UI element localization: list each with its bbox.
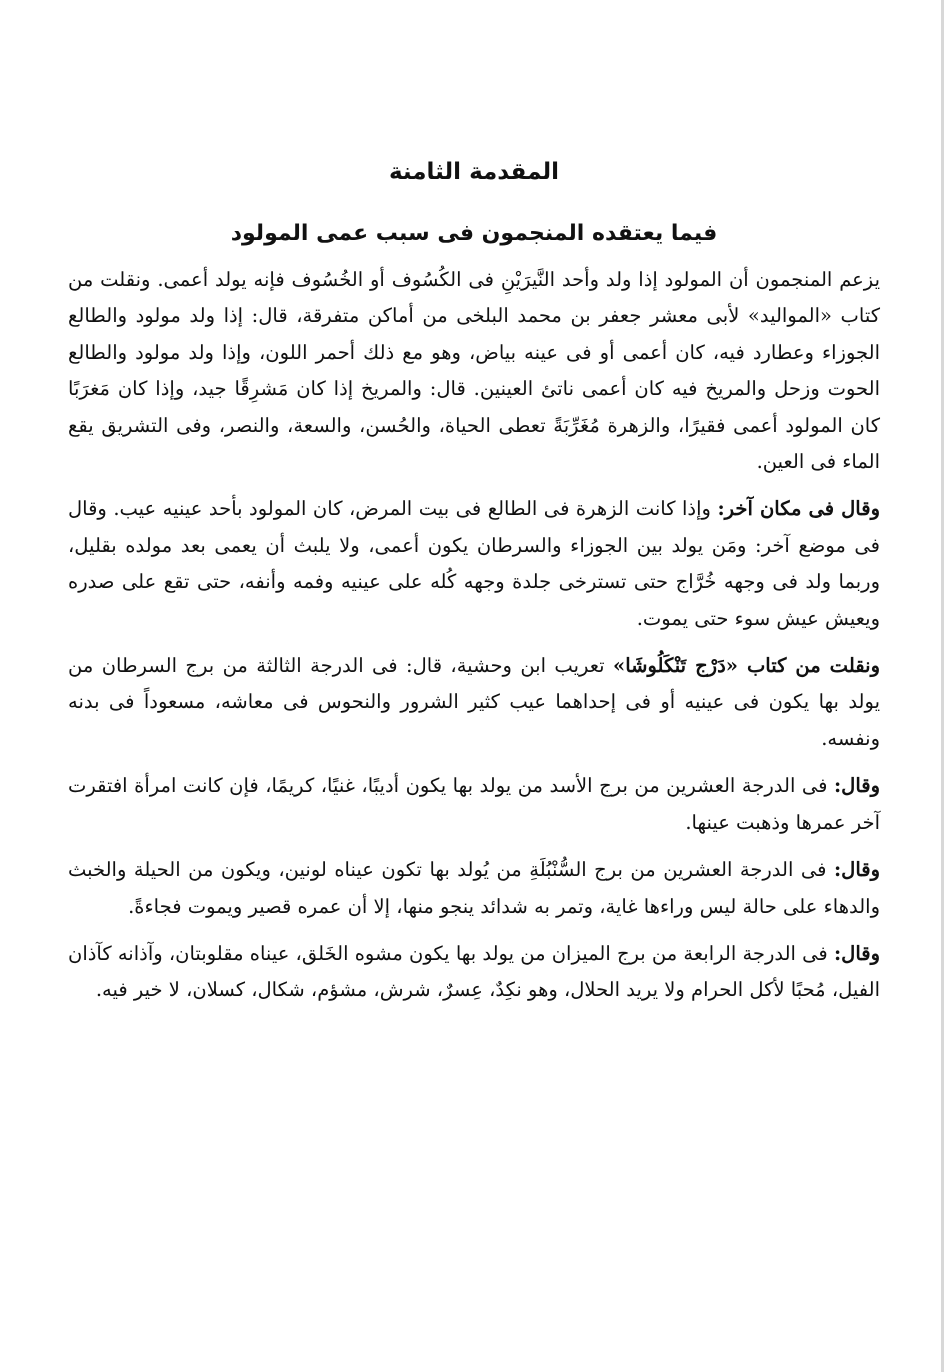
paragraph-4 xyxy=(68,768,880,841)
paragraph-6 xyxy=(68,936,880,1009)
paragraph-lead: وقال: xyxy=(833,941,880,965)
chapter-title: المقدمة الثامنة xyxy=(388,159,560,185)
paragraph-text: فى الدرجة العشرين من برج السُّنْبُلَةِ من يُولد بها تكون عيناه لونين، ويكون من الحيلة والخبث والدهاء على حالة ليس وراءها غاية، وتمر به شدائد ينجو منها، إلا أن عمره قصير ويموت فجاءةً. xyxy=(68,858,880,918)
paragraph-lead: وقال: xyxy=(833,774,880,798)
paragraph-lead: وقال فى مكان آخر: xyxy=(717,497,880,521)
paragraph-5 xyxy=(68,852,880,925)
paragraph-text: فى الدرجة العشرين من برج الأسد من يولد بها يكون أديبًا، غنيًا، كريمًا، فإن كانت امرأة افتقرت آخر عمرها وذهبت عينها. xyxy=(68,774,880,834)
paragraph-text: تعريب ابن وحشية، قال: فى الدرجة الثالثة من برج السرطان من يولد بها يكون فى عينيه أو فى إحداهما عيب كثير الشرور والنحوس فى معاشه، مسعوداً فى بدنه ونفسه. xyxy=(68,654,880,750)
page-content xyxy=(68,150,880,1020)
paragraph-text: وإذا كانت الزهرة فى الطالع فى بيت المرض، كان المولود بأحد عينيه عيب. وقال فى موضع آخر: ومَن يولد بين الجوزاء والسرطان يكون أعمى، ولا يلبث أن يعمى بعد مولده بقليل، وربما ولد فى وجهه خُرَّاج حتى تسترخى جلدة وجهه كُله على عينيه وفمه وأنفه، حتى تقع على صدره ويعيش عيش سوء حتى يموت. xyxy=(68,497,880,630)
paragraph-3 xyxy=(68,648,880,757)
paragraph-lead: وقال: xyxy=(833,858,880,882)
paragraph-text: فى الدرجة الرابعة من برج الميزان من يولد بها يكون مشوه الخَلق، عيناه مقلوبتان، وآذانه كآذان الفيل، مُحبًا لأكل الحرام ولا يريد الحلال، وهو نكِدٌ، عِسرٌ، شرش، مشؤم، شكال، كسلان، لا خير فيه. xyxy=(68,941,880,1002)
paragraph-1 xyxy=(68,262,880,480)
paragraph-2 xyxy=(68,491,880,637)
chapter-subtitle: فيما يعتقده المنجمون فى سبب عمى المولود xyxy=(230,221,718,246)
paragraph-lead: ونقلت من كتاب «دَرْج تَنْكَلُوشَا» xyxy=(613,654,880,678)
paragraph-text: يزعم المنجمون أن المولود إذا ولد وأحد النَّيرَيْنِ فى الكُسُوف أو الخُسُوف فإنه يولد أعمى. ونقلت من كتاب «المواليد» لأبى معشر جعفر بن محمد البلخى من أماكن متفرقة، قال: إذا ولد مولود والطالع الجوزاء وعطارد فيه، كان أعمى أو فى عينه بياض، وهو مع ذلك أحمر اللون، وإذا ولد مولود والطالع الحوت وزحل والمريخ فيه كان أعمى ناتئ العينين. قال: والمريخ إذا كان مَشرِقًا جيد، وإذا كان مَغرَبًا كان المولود أعمى فقيرًا، والزهرة مُغَرِّبَةً تعطى الحياة، والحُسن، والسعة، والنصر، وفى التشريق يقع الماء فى العين. xyxy=(68,268,880,474)
